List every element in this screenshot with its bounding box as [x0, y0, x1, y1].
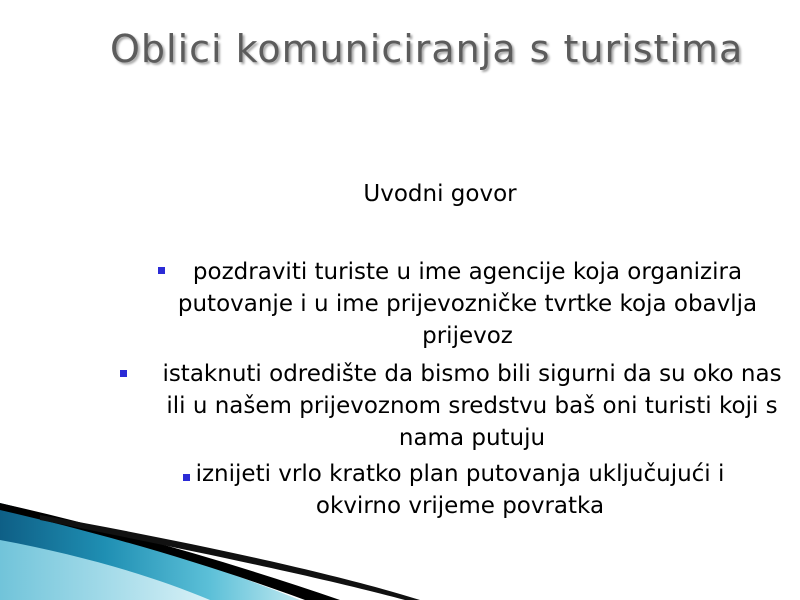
slide-subtitle: Uvodni govor — [363, 181, 517, 207]
slide-title: Oblici komuniciranja s turistima — [110, 27, 744, 71]
bullet-item: pozdraviti turiste u ime agencije koja organizira putovanje i u ime prijevozničke tvrtke koja obavlja prijevoz — [177, 259, 758, 349]
square-bullet-icon — [120, 370, 127, 377]
bullet-item: istaknuti odredište da bismo bili sigurni da su oko nas ili u našem prijevoznom sredstvu baš oni turisti koji s nama putuju — [162, 361, 782, 451]
bullet-item: iznijeti vrlo kratko plan putovanja uključujući i okvirno vrijeme povratka — [195, 461, 725, 519]
